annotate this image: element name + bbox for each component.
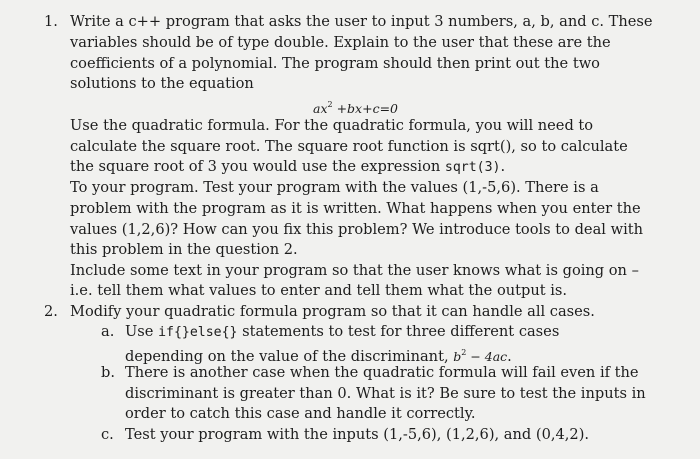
q1-line-4: solutions to the equation — [70, 75, 254, 92]
q2-b-line-3: order to catch this case and handle it correctly. — [125, 405, 476, 422]
q1-line-2: variables should be of type double. Explain to the user that these are the — [70, 34, 611, 51]
q1-line-10: values (1,2,6)? How can you fix this problem? We introduce tools to deal with — [70, 221, 643, 238]
q2-c-line-1: Test your program with the inputs (1,-5,6), (1,2,6), and (0,4,2). — [125, 426, 590, 443]
q1-line-9: problem with the program as it is written. What happens when you enter the — [70, 200, 641, 217]
q2-b-line-1: There is another case when the quadratic formula will fail even if the — [125, 364, 639, 381]
q2-a-line-1: Use if{}else{} statements to test for three different cases — [125, 323, 560, 340]
q1-line-3: coefficients of a polynomial. The program should then print out the two — [70, 55, 600, 72]
q1-line-6: calculate the square root. The square root function is sqrt(), so to calculate — [70, 138, 628, 155]
q2-a-line-2: depending on the value of the discriminant, $b^2 - 4ac$. — [125, 348, 512, 365]
question-1-number: 1. — [44, 13, 58, 30]
q2-a-label: a. — [101, 323, 115, 340]
discriminant-expression: $b^2 - 4ac$ — [453, 348, 508, 364]
q1-line-8: To your program. Test your program with the values (1,-5,6). There is a — [70, 179, 599, 196]
q2-line-1: Modify your quadratic formula program so that it can handle all cases. — [70, 303, 595, 320]
q1-line-12: Include some text in your program so that the user knows what is going on – — [70, 262, 639, 279]
q2-b-label: b. — [101, 364, 115, 381]
if-else-code: if{}else{} — [158, 325, 238, 340]
q1-line-1: Write a c++ program that asks the user to input 3 numbers, a, b, and c. These — [70, 13, 653, 30]
q1-line-7: the square root of 3 you would use the expression sqrt(3). — [70, 158, 506, 175]
q1-line-5: Use the quadratic formula. For the quadratic formula, you will need to — [70, 117, 594, 134]
quadratic-equation: $ax^2 +bx+c=0$ — [313, 100, 399, 116]
q2-c-label: c. — [101, 426, 114, 443]
q2-b-line-2: discriminant is greater than 0. What is it? Be sure to test the inputs in — [125, 385, 646, 402]
sqrt-code: sqrt(3) — [444, 160, 501, 175]
q1-line-13: i.e. tell them what values to enter and tell them what the output is. — [70, 282, 568, 299]
question-2-number: 2. — [44, 303, 58, 320]
q1-line-11: this problem in the question 2. — [70, 241, 298, 258]
